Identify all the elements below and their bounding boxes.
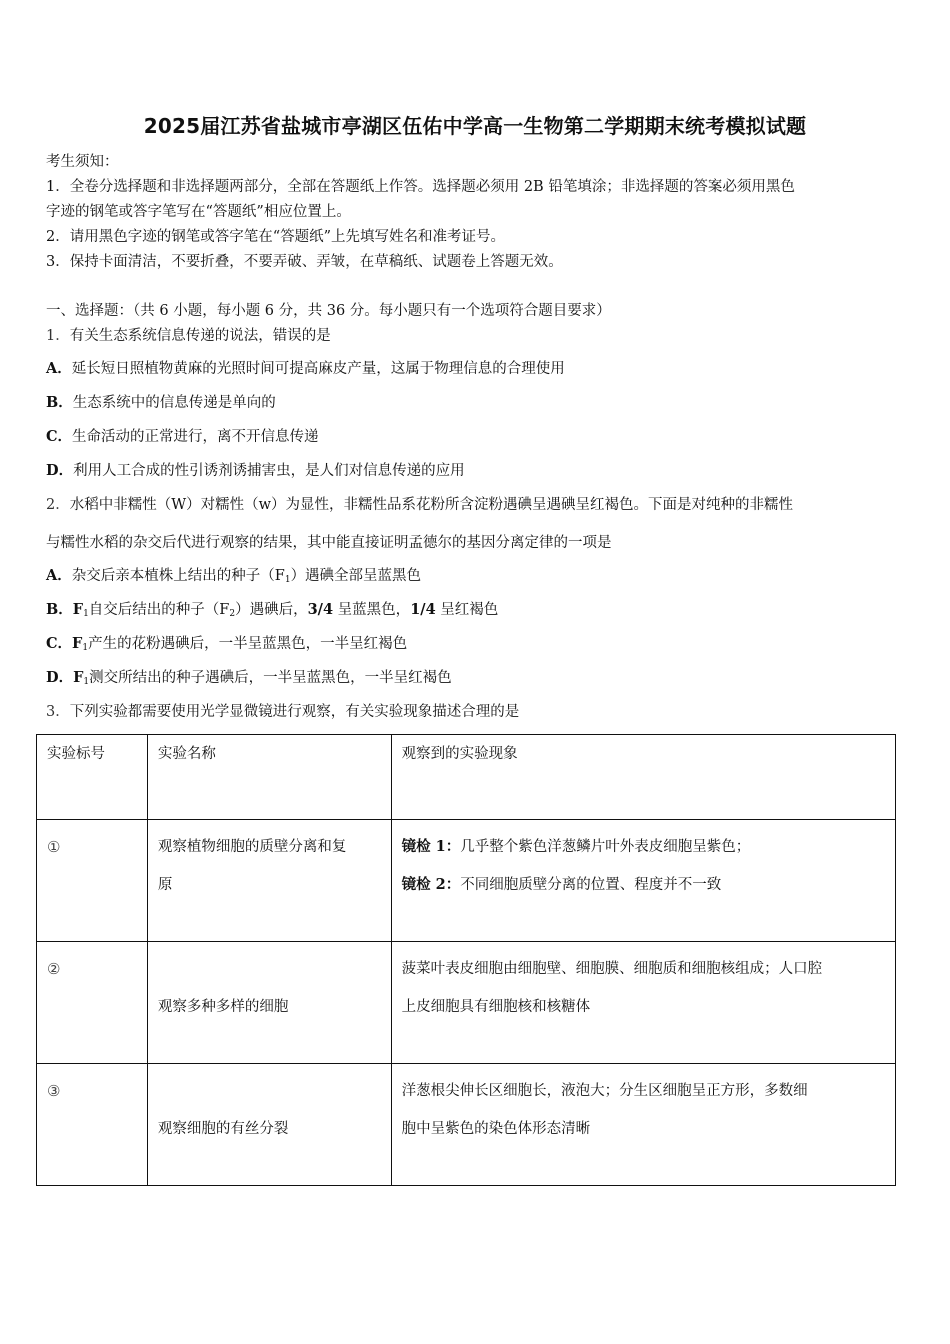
option-text: 测交所结出的种子遇碘后，一半呈蓝黑色，一半呈红褐色: [89, 670, 452, 686]
notice-item-1a: 1．全卷分选择题和非选择题两部分，全部在答题纸上作答。选择题必须用 2B 铅笔填涂；非选择题的答案必须用黑色: [46, 179, 795, 195]
q2-option-b: [46, 600, 498, 624]
obs-text: 菠菜叶表皮细胞由细胞壁、细胞膜、细胞质和细胞核组成；人口腔: [401, 961, 823, 977]
option-text: ）遇碘后，: [235, 602, 308, 618]
subscript: 1: [83, 677, 90, 687]
question-1-stem: [46, 326, 331, 346]
section-heading: 一、选择题：（共 6 小题，每小题 6 分，共 36 分。每小题只有一个选项符合题目要求）: [46, 303, 611, 319]
q2-option-a: [46, 566, 421, 590]
row-name: [148, 820, 391, 912]
table-header: 实验名称: [157, 746, 216, 762]
option-label: C．: [46, 635, 73, 652]
option-label: D．: [46, 462, 74, 479]
f-symbol: F: [72, 601, 84, 618]
obs-text: 上皮细胞具有细胞核和核糖体: [401, 999, 591, 1015]
option-text: 呈蓝黑色，: [333, 602, 411, 618]
option-text: 利用人工合成的性引诱剂诱捕害虫，是人们对信息传递的应用: [73, 463, 465, 479]
question-text: 水稻中非糯性（W）对糯性（w）为显性，非糯性品系花粉所含淀粉遇碘呈遇碘呈红褐色。下面是对纯种的非糯性: [69, 497, 794, 513]
obs-text: 不同细胞质壁分离的位置、程度并不一致: [460, 877, 722, 893]
question-number: 1．: [46, 328, 70, 344]
option-label: B．: [46, 601, 73, 618]
obs-text: 洋葱根尖伸长区细胞长，液泡大；分生区细胞呈正方形，多数细: [401, 1083, 808, 1099]
option-text: 杂交后亲本植株上结出的种子（F: [71, 568, 285, 584]
row-name-b: 原: [157, 877, 173, 893]
option-text: 产生的花粉遇碘后，一半呈蓝黑色，一半呈红褐色: [88, 636, 408, 652]
question-text: 下列实验都需要使用光学显微镜进行观察，有关实验现象描述合理的是: [69, 704, 520, 720]
subscript: 1: [82, 643, 89, 653]
row-id: ③: [47, 1082, 61, 1100]
notice-item-1b: 字迹的钢笔或答字笔写在“答题纸”相应位置上。: [46, 204, 351, 220]
question-3-stem: [46, 702, 519, 722]
row-observation: [392, 942, 895, 1034]
q1-option-b: [46, 393, 276, 413]
option-text: 生态系统中的信息传递是单向的: [72, 395, 276, 411]
notice-item-3: 3．保持卡面清洁，不要折叠，不要弄破、弄皱，在草稿纸、试题卷上答题无效。: [46, 254, 563, 270]
row-name-a: 观察植物细胞的质壁分离和复: [157, 839, 347, 855]
ratio: 3/4: [307, 601, 334, 618]
notice-heading: 考生须知：: [46, 154, 119, 170]
row-name: 观察多种多样的细胞: [157, 999, 289, 1015]
option-text: 自交后结出的种子（F: [88, 602, 230, 618]
row-id: ①: [47, 838, 61, 856]
q1-option-c: [46, 427, 319, 447]
f-symbol: F: [72, 635, 83, 652]
option-label: A．: [46, 360, 72, 377]
page-title: 2025届江苏省盐城市亭湖区伍佑中学高一生物第二学期期末统考模拟试题: [143, 114, 807, 138]
table-row: [37, 942, 896, 1064]
table-row: [37, 1064, 896, 1186]
subscript: 2: [229, 609, 236, 619]
table-header-row: [37, 735, 896, 820]
q1-option-a: [46, 359, 565, 379]
obs-label: 镜检 1：: [401, 838, 461, 855]
question-number: 2．: [46, 497, 70, 513]
table-header: 观察到的实验现象: [401, 746, 518, 762]
subscript: 1: [83, 609, 89, 619]
question-2-stem-a: [46, 495, 793, 515]
row-observation: [392, 1064, 895, 1156]
obs-text: 几乎整个紫色洋葱鳞片叶外表皮细胞呈紫色；: [460, 839, 751, 855]
notice-item-2: 2．请用黑色字迹的钢笔或答字笔在“答题纸”上先填写姓名和准考证号。: [46, 229, 506, 245]
q1-option-d: [46, 461, 465, 481]
experiment-table: [36, 734, 896, 1186]
option-text: 生命活动的正常进行，离不开信息传递: [72, 429, 319, 445]
subscript: 1: [284, 575, 291, 585]
obs-text: 胞中呈紫色的染色体形态清晰: [401, 1121, 591, 1137]
option-text: 呈红褐色: [435, 602, 499, 618]
option-label: D．: [46, 669, 74, 686]
obs-label: 镜检 2：: [401, 876, 461, 893]
q2-option-d: [46, 668, 452, 692]
option-text: 延长短日照植物黄麻的光照时间可提高麻皮产量，这属于物理信息的合理使用: [71, 361, 565, 377]
table-row: [37, 820, 896, 942]
f-symbol: F: [73, 669, 84, 686]
row-id: ②: [47, 960, 61, 978]
ratio: 1/4: [410, 601, 436, 618]
table-header: 实验标号: [47, 746, 105, 762]
question-number: 3．: [46, 704, 70, 720]
option-label: B．: [46, 394, 73, 411]
row-observation: [392, 820, 895, 912]
q2-option-c: [46, 634, 407, 658]
question-text: 有关生态系统信息传递的说法，错误的是: [69, 328, 331, 344]
row-name: 观察细胞的有丝分裂: [157, 1121, 289, 1137]
option-label: C．: [46, 428, 73, 445]
option-text: ）遇碘全部呈蓝黑色: [290, 568, 422, 584]
option-label: A．: [46, 567, 72, 584]
question-2-stem-b: 与糯性水稻的杂交后代进行观察的结果，其中能直接证明孟德尔的基因分离定律的一项是: [46, 535, 612, 551]
